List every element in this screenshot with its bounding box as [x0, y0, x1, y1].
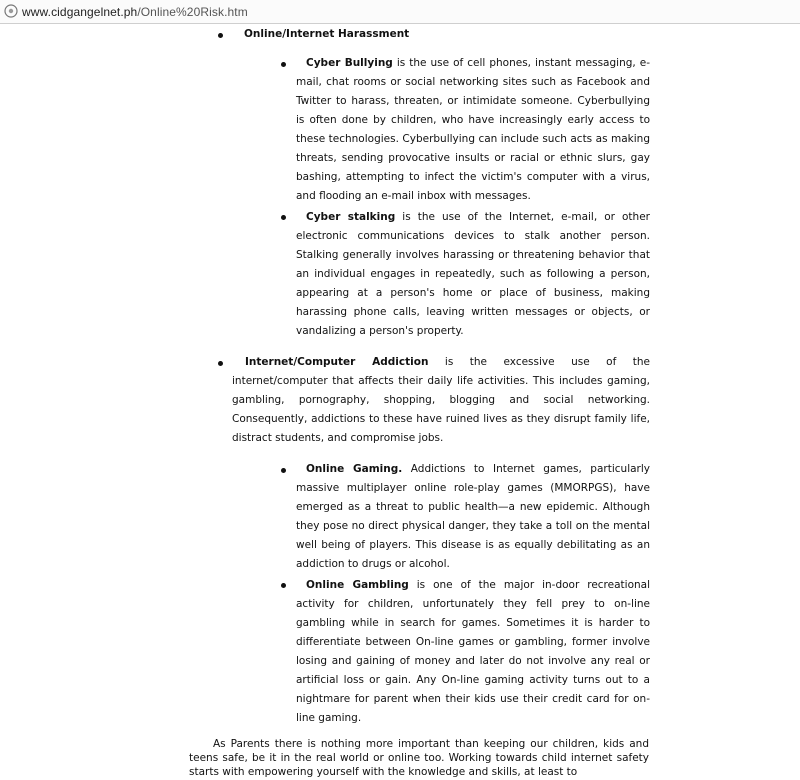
harassment-heading: Online/Internet Harassment [244, 28, 410, 40]
cyber-bullying-text: is the use of cell phones, instant messaging, e-mail, chat rooms or social networking sites such as Facebook and Twitter to harass, threaten, or intimidate someone. Cyberbullying is often done by children, who have increasingly early access to these technologies. Cyberbullying can include such acts as making threats, sending provocative insults or racial or ethnic slurs, gay bashing, attempting to infect the victim's computer with a virus, and flooding an e-mail inbox with messages. [296, 57, 651, 202]
online-gaming-term: Online Gaming. [306, 463, 403, 475]
bullet-icon [281, 215, 286, 220]
cyber-bullying-item [296, 54, 650, 206]
parents-paragraph: As Parents there is nothing more important than keeping our children, kids and teens safe, be it in the real world or online too. Working towards child internet safety starts with empowering yourself with the knowledge and skills, at least to [189, 738, 649, 778]
online-gambling-text: is one of the major in-door recreational activity for children, unfortunately they fell prey to on-line gambling while in search for games. Sometimes it is harder to differentiate between On-line games or gambling, former involve losing and gaining of money and later do not involve any real or artificial loss or gain. Any On-line gaming activity turns out to a nightmare for parent when their kids use their credit card for on-line gaming. [296, 579, 650, 724]
url-path: /Online%20Risk.htm [137, 5, 248, 19]
cyber-stalking-text: is the use of the Internet, e-mail, or other electronic communications devices to stalk another person. Stalking generally involves harassing or threatening behavior that an individual engages in repeatedly, such as following a person, appearing at a person's home or place of business, making harassing phone calls, leaving written messages or objects, or vandalizing a person's property. [296, 211, 650, 337]
bullet-icon [218, 361, 223, 366]
addiction-text: is the excessive use of the internet/computer that affects their daily life activities. This includes gaming, gambling, pornography, shopping, blogging and social networking. Consequently, addictions to these have ruined lives as they disrupt family life, distract students, and compromise jobs. [232, 356, 650, 444]
bullet-icon [281, 583, 286, 588]
url-text[interactable] [22, 5, 248, 19]
url-host: www.cidgangelnet.ph [22, 5, 138, 19]
page-icon [4, 4, 18, 18]
bullet-icon [281, 468, 286, 473]
page-content [0, 24, 800, 780]
bullet-icon [281, 62, 286, 67]
online-gaming-item [296, 460, 650, 574]
cyber-stalking-term: Cyber stalking [306, 211, 396, 223]
cyber-bullying-term: Cyber Bullying [306, 57, 393, 69]
online-gambling-item [296, 576, 650, 728]
online-gaming-text: Addictions to Internet games, particularly massive multiplayer online role-play games (MMORPGS), have emerged as a threat to public health—a new epidemic. Although they pose no direct physical danger, they take a toll on the mental well being of players. This disease is as equally debilitating as an addiction to drugs or alcohol. [296, 463, 650, 570]
address-bar[interactable] [0, 0, 800, 24]
addiction-term: Internet/Computer Addiction [245, 356, 429, 368]
online-gambling-term: Online Gambling [306, 579, 409, 591]
addiction-item [232, 353, 650, 448]
bullet-icon [218, 33, 223, 38]
cyber-stalking-item [296, 208, 650, 341]
